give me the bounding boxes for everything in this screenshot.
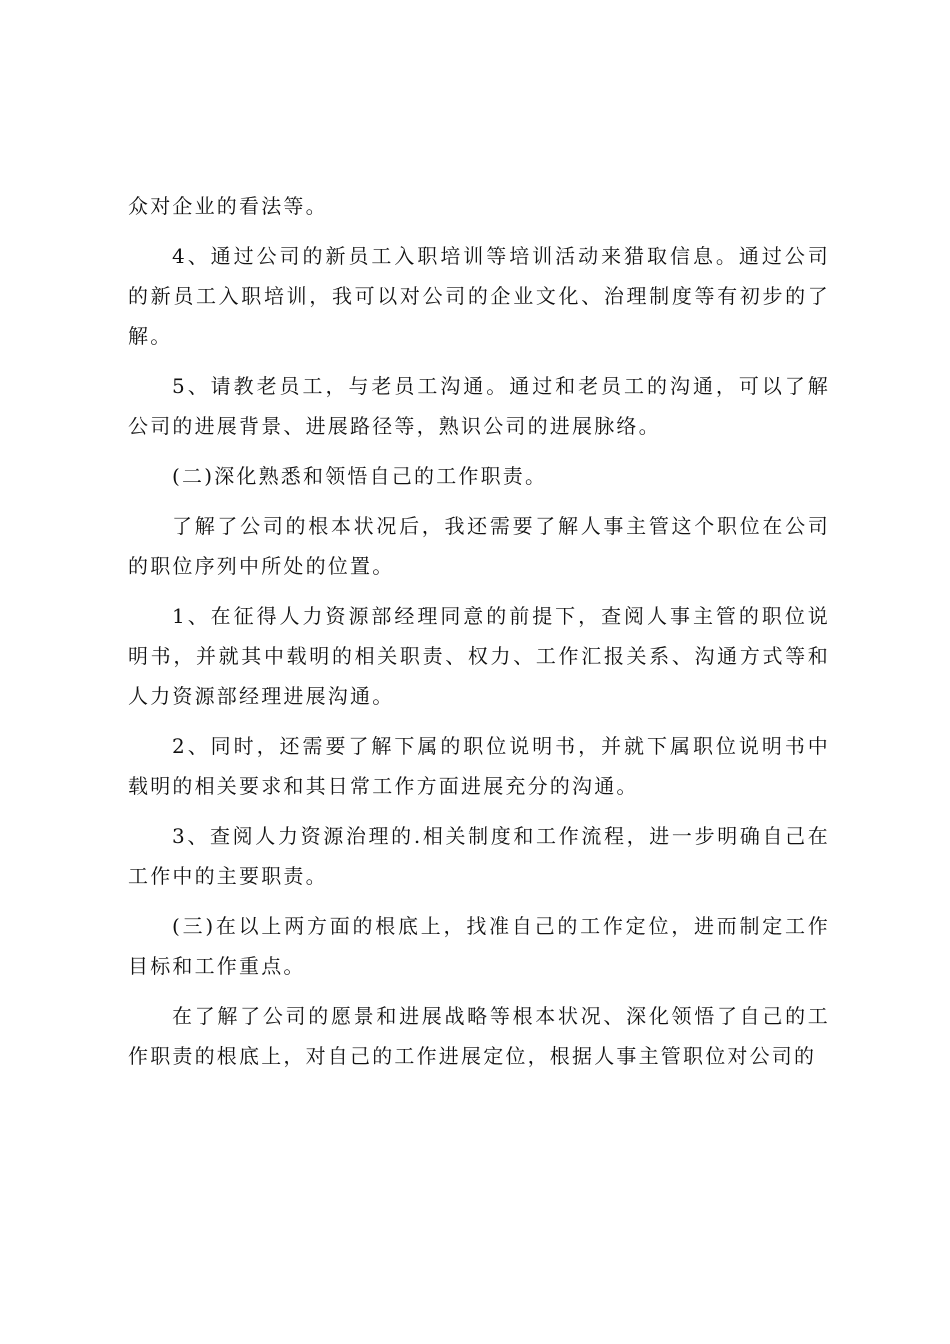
- section-heading: (二)深化熟悉和领悟自己的工作职责。: [172, 464, 548, 488]
- section-heading: (三)在以上两方面的根底上，找准自己的工作定位，进而制定工作目标和工作重点。: [128, 914, 830, 978]
- paragraph: 2、同时，还需要了解下属的职位说明书，并就下属职位说明书中载明的相关要求和其日常工作方面进展充分的沟通。: [128, 734, 830, 798]
- paragraph: 在了解了公司的愿景和进展战略等根本状况、深化领悟了自己的工作职责的根底上，对自己的工作进展定位，根据人事主管职位对公司的: [128, 1004, 830, 1068]
- paragraph: 4、通过公司的新员工入职培训等培训活动来猎取信息。通过公司的新员工入职培训，我可以对公司的企业文化、治理制度等有初步的了解。: [128, 244, 830, 348]
- paragraph: 1、在征得人力资源部经理同意的前提下，查阅人事主管的职位说明书，并就其中载明的相关职责、权力、工作汇报关系、沟通方式等和人力资源部经理进展沟通。: [128, 604, 830, 708]
- paragraph: 3、查阅人力资源治理的.相关制度和工作流程，进一步明确自己在工作中的主要职责。: [128, 824, 830, 888]
- paragraph: 了解了公司的根本状况后，我还需要了解人事主管这个职位在公司的职位序列中所处的位置。: [128, 514, 830, 578]
- paragraph: 5、请教老员工，与老员工沟通。通过和老员工的沟通，可以了解公司的进展背景、进展路径等，熟识公司的进展脉络。: [128, 374, 830, 438]
- document-body: [128, 186, 830, 1086]
- paragraph: 众对企业的看法等。: [128, 194, 328, 218]
